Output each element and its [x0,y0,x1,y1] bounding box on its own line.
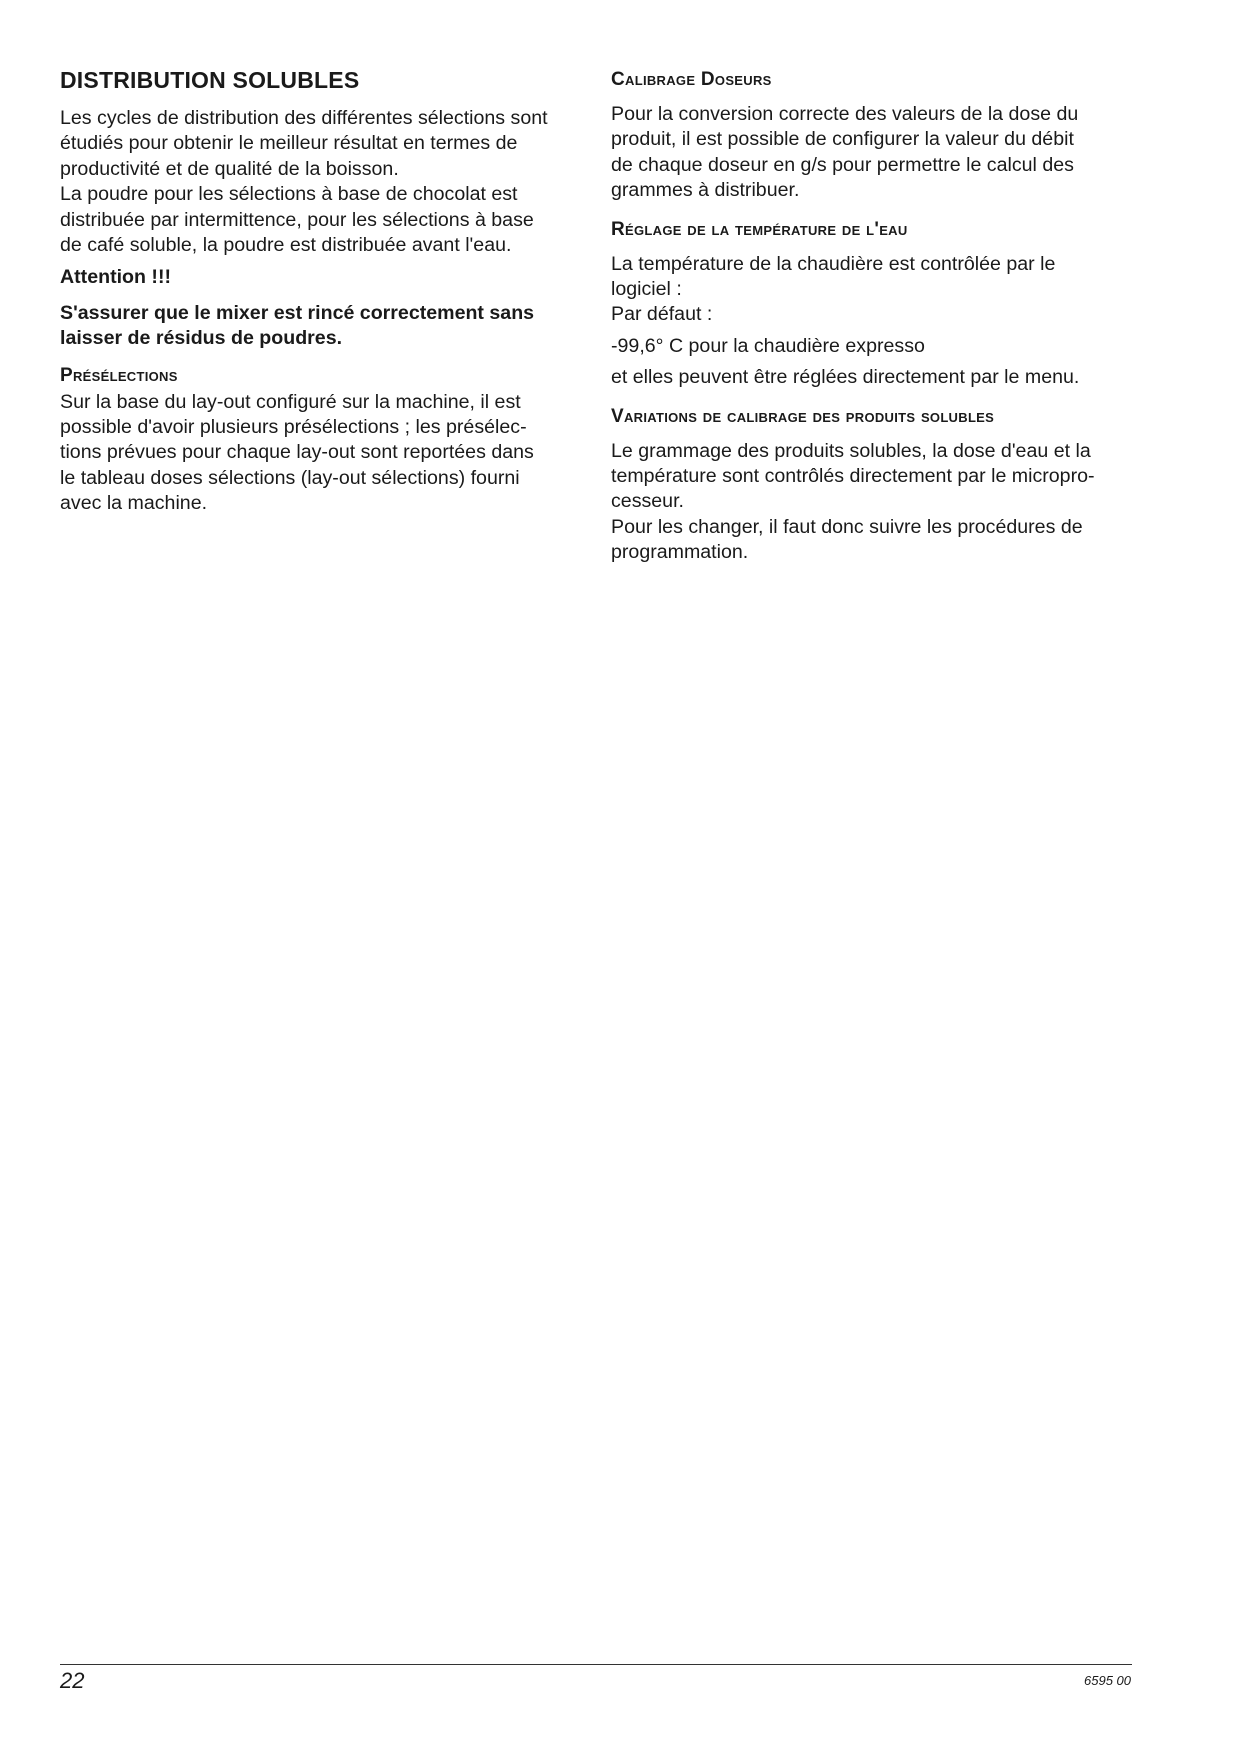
text-line: Les cycles de distribution des différentes sélections sont [60,107,548,129]
footer-divider [60,1664,1132,1665]
text-line: productivité et de qualité de la boisson. [60,157,399,180]
heading-text: Variations de calibrage des produits solubles [611,405,995,427]
text-line: La température de la chaudière est contrôlée par le [611,252,1056,275]
text-line: possible d'avoir plusieurs présélections ; les présélec- [60,416,527,439]
page-number: 22 [60,1668,85,1693]
text-line: grammes à distribuer. [611,179,800,202]
text-line: Par défaut : [611,303,713,326]
attention-label: Attention !!! [60,266,171,289]
heading-variations-calibrage [611,403,1136,431]
reglage-paragraph [611,252,1136,328]
text-line: étudiés pour obtenir le meilleur résultat en termes de [60,132,518,155]
text-line: Pour la conversion correcte des valeurs de la dose du [611,103,1079,125]
text-line: produit, il est possible de configurer la valeur du débit [611,128,1074,151]
right-column [611,64,1136,573]
text-line: Sur la base du lay-out configuré sur la machine, il est [60,390,521,413]
text-line: de café soluble, la poudre est distribuée avant l'eau. [60,234,512,257]
left-column [60,64,580,524]
warning-line: S'assurer que le mixer est rincé correctement sans [60,301,535,324]
text-line: logiciel : [611,278,682,301]
reglage-note: et elles peuvent être réglées directement par le menu. [611,366,1080,389]
text-line: température sont contrôlés directement par le micropro- [611,465,1095,488]
default-temperature-value: -99,6° C pour la chaudière expresso [611,334,925,357]
text-line: distribuée par intermittence, pour les sélections à base [60,208,534,231]
text-line: tions prévues pour chaque lay-out sont reportées dans [60,441,534,464]
text-line: programmation. [611,541,749,564]
text-line: cesseur. [611,490,684,513]
heading-text: Réglage de la température de l'eau [611,218,908,240]
document-code: 6595 00 [1084,1673,1131,1688]
text-line: Pour les changer, il faut donc suivre les procédures de [611,515,1083,538]
intro-paragraph [60,106,580,258]
text-line: Le grammage des produits solubles, la dose d'eau et la [611,439,1091,462]
variations-paragraph [611,439,1136,566]
heading-reglage-temperature [611,216,1136,244]
preselections-paragraph [60,390,580,517]
text-line: le tableau doses sélections (lay-out sélections) fourni [60,466,520,489]
heading-calibrage-doseurs: Calibrage Doseurs [611,69,772,90]
text-line: de chaque doseur en g/s pour permettre le calcul des [611,153,1074,176]
warning-paragraph [60,301,580,352]
warning-line: laisser de résidus de poudres. [60,327,343,350]
calibrage-paragraph [611,102,1136,204]
text-line: La poudre pour les sélections à base de chocolat est [60,183,518,206]
text-line: avec la machine. [60,492,208,515]
heading-preselections: Présélections [60,364,178,386]
section-title-distribution-solubles: DISTRIBUTION SOLUBLES [60,67,360,93]
